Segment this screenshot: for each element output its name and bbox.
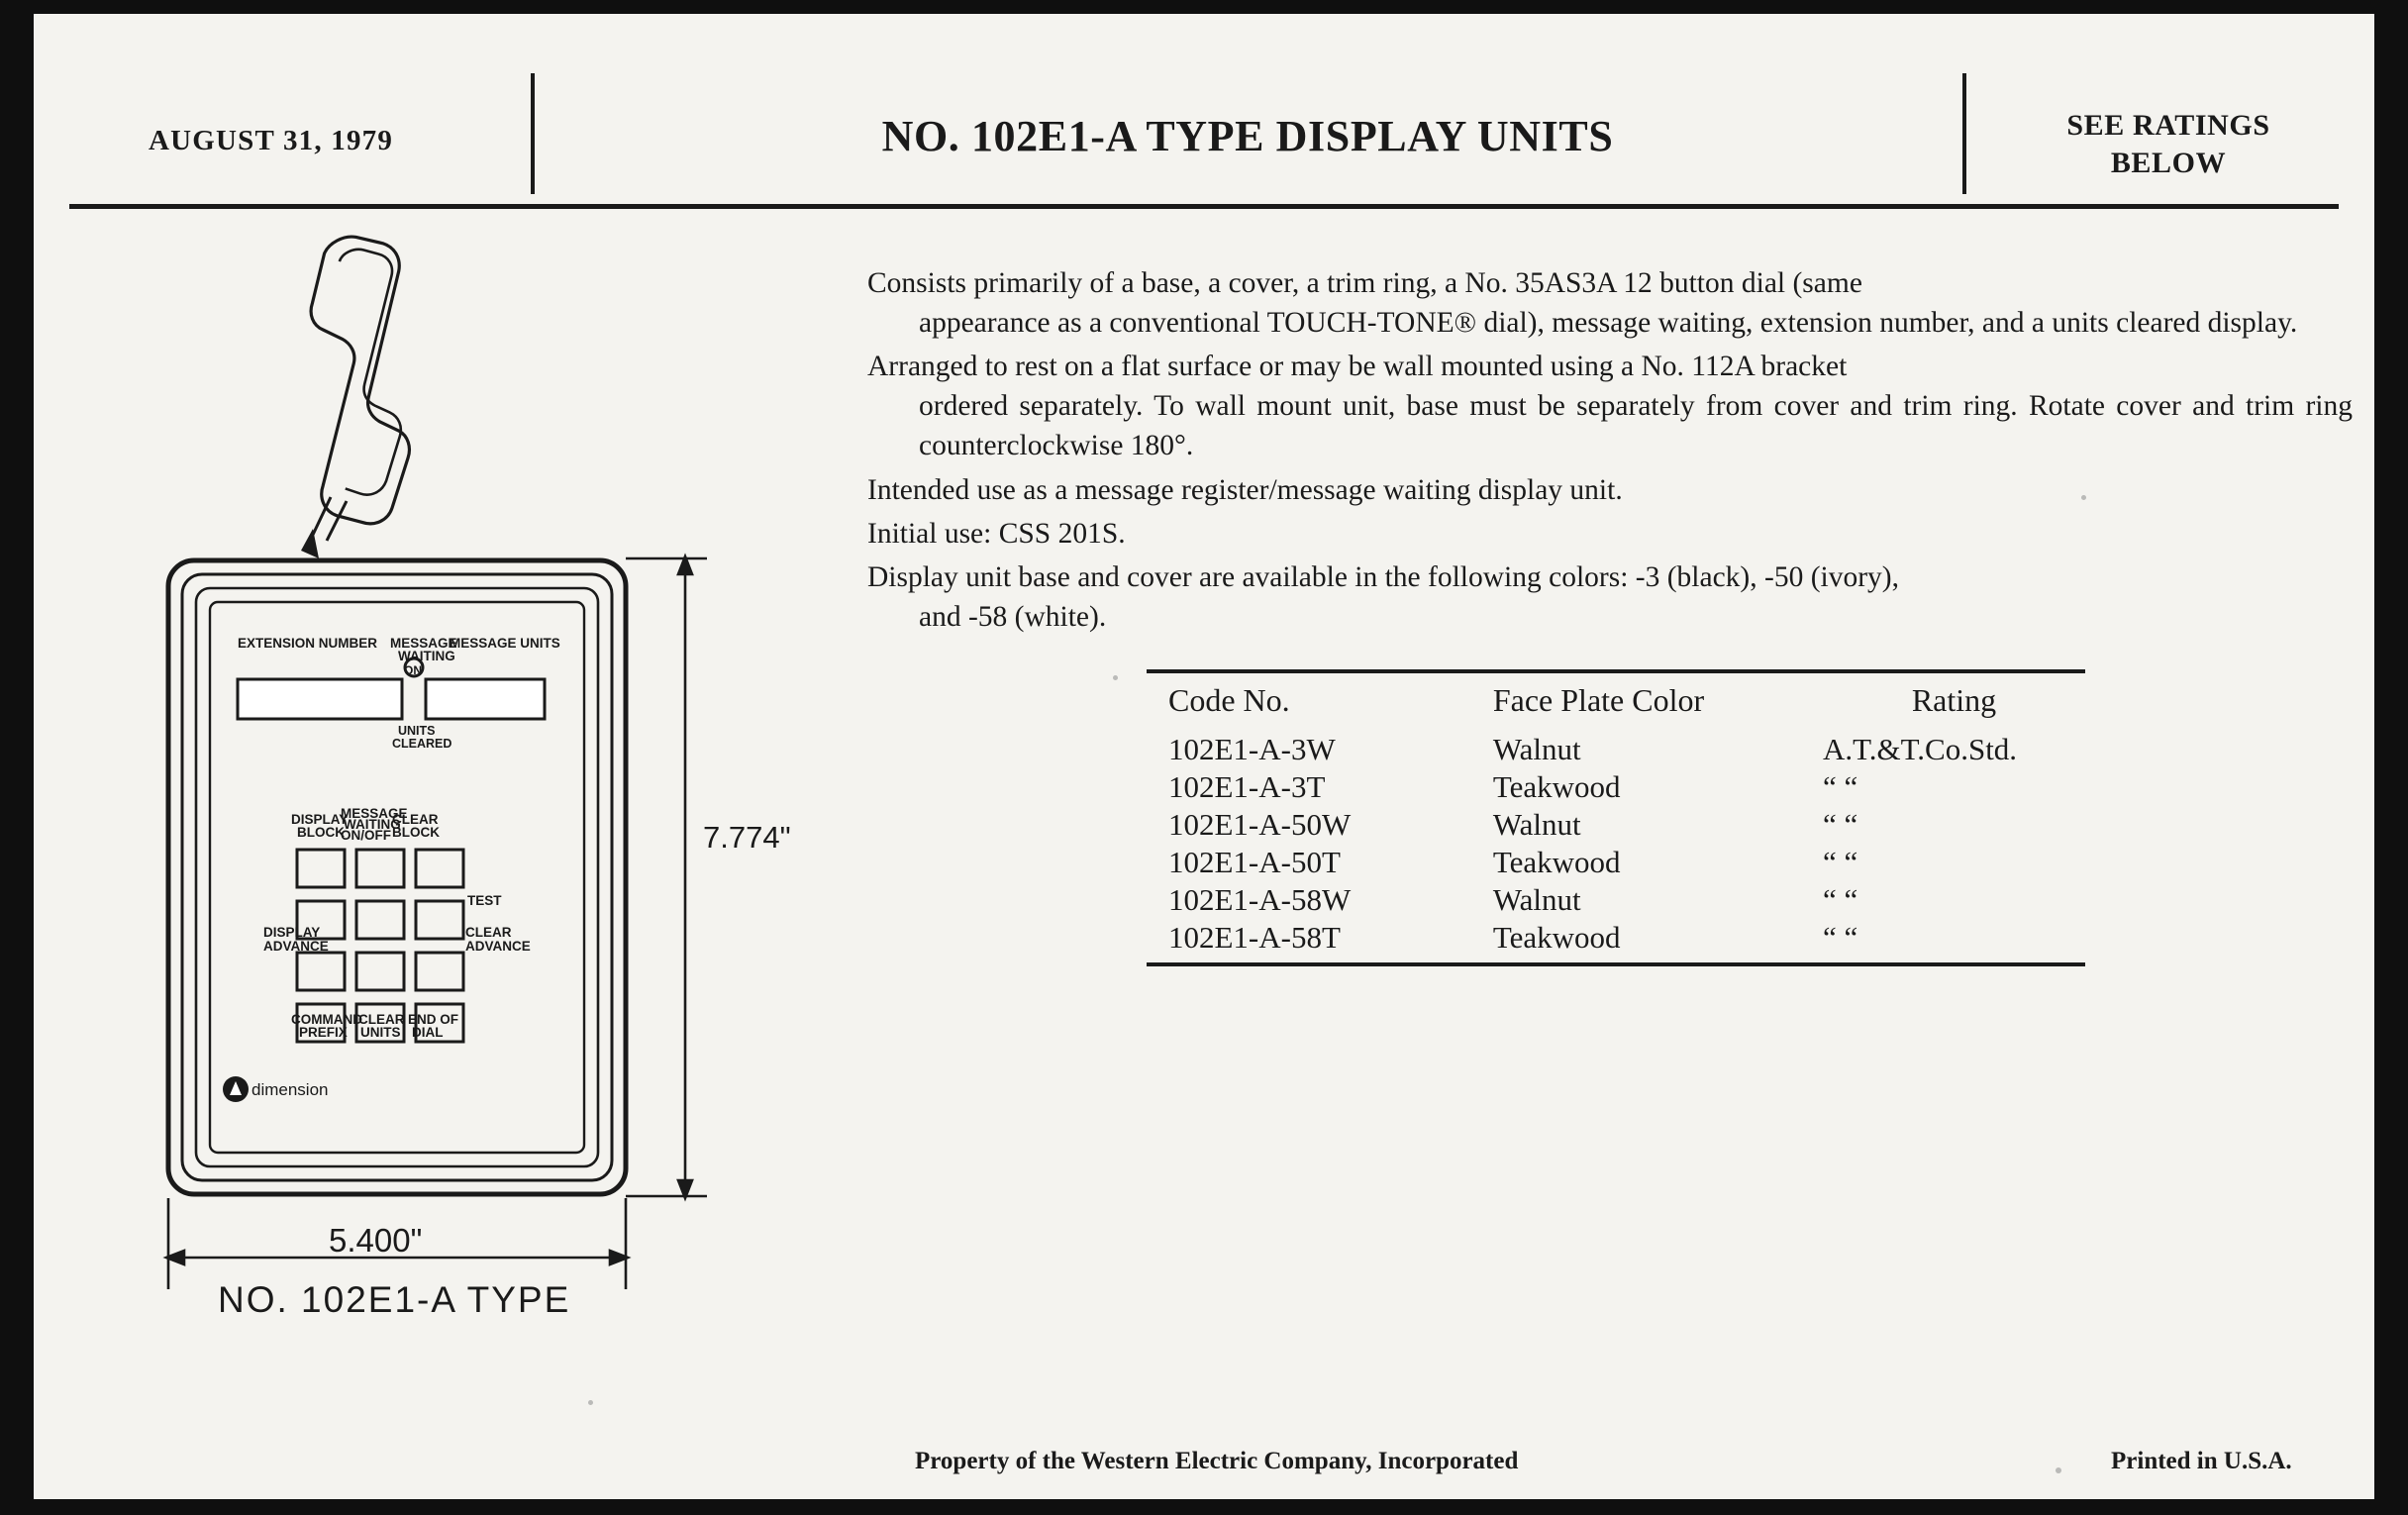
drawing-caption: NO. 102E1-A TYPE [218,1279,571,1320]
svg-text:CLEAR: CLEAR [392,812,439,827]
cell-code: 102E1-A-50T [1168,845,1341,879]
paragraph-1-lead: Consists primarily of a base, a cover, a trim ring, a No. 35AS3A 12 button dial (same [867,267,1862,299]
cell-color: Walnut [1492,732,1581,766]
column-header-rating: Rating [1911,682,1997,718]
cell-code: 102E1-A-58T [1168,920,1341,955]
cell-rating: “ “ [1823,920,1858,955]
svg-text:UNITS: UNITS [360,1025,401,1040]
dimension-height-label: 7.774" [703,820,791,855]
paragraph-5-continuation: and -58 (white). [919,600,1107,633]
paragraph-3: Intended use as a message register/message waiting display unit. [867,473,1623,506]
svg-text:END OF: END OF [408,1012,459,1027]
svg-text:WAITING: WAITING [398,649,455,663]
cell-code: 102E1-A-3T [1168,769,1326,804]
ratings-note-line-1: SEE RATINGS [2066,109,2270,142]
svg-text:EXTENSION NUMBER: EXTENSION NUMBER [238,636,378,651]
cell-color: Teakwood [1492,845,1621,879]
footer-property-notice: Property of the Western Electric Company, Incorporated [915,1448,1519,1474]
svg-text:CLEARED: CLEARED [392,737,452,751]
footer-printed-in: Printed in U.S.A. [2111,1448,2292,1474]
paragraph-2-lead: Arranged to rest on a flat surface or may be wall mounted using a No. 112A bracket [867,351,1848,383]
svg-text:COMMAND: COMMAND [291,1012,362,1027]
product-drawing [152,232,865,1400]
svg-text:DIAL: DIAL [412,1025,444,1040]
svg-text:CLEAR: CLEAR [358,1012,405,1027]
cell-rating: “ “ [1823,769,1858,804]
scan-speck [2081,495,2086,500]
table-row [1147,881,2085,919]
dimension-width-label: 5.400" [329,1222,423,1259]
svg-text:CLEAR: CLEAR [465,925,512,940]
svg-text:ON/OFF: ON/OFF [341,828,391,843]
table-bottom-rule [1147,962,2085,966]
cell-rating: “ “ [1823,807,1858,842]
header-divider-right [1962,73,1966,194]
paragraph-5 [867,557,2353,637]
cell-code: 102E1-A-3W [1168,732,1336,766]
svg-text:dimension: dimension [251,1080,329,1099]
header-date: AUGUST 31, 1979 [149,125,394,156]
scan-speck [588,1400,593,1405]
paragraph-2-continuation: ordered separately. To wall mount unit, base must be separately from cover and trim ring. Rotate cover and trim ring counterclockwise 180°. [919,390,2353,462]
table-row [1147,768,2085,806]
table-row [1147,919,2085,957]
svg-text:PREFIX: PREFIX [299,1025,348,1040]
column-header-code: Code No. [1168,682,1290,718]
paragraph-1 [867,263,2353,343]
svg-text:WAITING: WAITING [344,817,401,832]
paragraph-2 [867,347,2353,465]
table-row [1147,806,2085,844]
svg-text:MESSAGE: MESSAGE [390,636,457,651]
cell-rating: “ “ [1823,845,1858,879]
column-header-color: Face Plate Color [1492,682,1705,718]
cell-color: Teakwood [1492,920,1621,955]
cell-color: Walnut [1492,807,1581,842]
page-header [69,73,2337,197]
table-row [1147,844,2085,881]
svg-text:ADVANCE: ADVANCE [263,939,329,954]
svg-text:TEST: TEST [467,893,502,908]
svg-text:ADVANCE: ADVANCE [465,939,531,954]
paragraph-4: Initial use: CSS 201S. [867,517,1126,550]
description-text [867,263,2353,641]
svg-text:ON: ON [404,663,422,677]
paragraph-5-lead: Display unit base and cover are available in the following colors: -3 (black), -50 (ivory), [867,560,1899,593]
cell-code: 102E1-A-58W [1168,882,1352,917]
svg-text:DISPLAY: DISPLAY [291,812,349,827]
cell-code: 102E1-A-50W [1168,807,1352,842]
cell-rating: A.T.&T.Co.Std. [1823,732,2018,766]
table-header-row [1147,673,2085,731]
cell-color: Walnut [1492,882,1581,917]
scan-speck [1113,675,1118,680]
table-body [1147,731,2085,957]
cell-color: Teakwood [1492,769,1621,804]
paragraph-1-continuation: appearance as a conventional TOUCH-TONE® dial), message waiting, extension number, and a units cleared display. [919,307,2298,340]
table-row [1147,731,2085,768]
sheet-content [34,14,2374,1499]
svg-text:MESSAGE UNITS: MESSAGE UNITS [450,636,560,651]
ratings-note-line-2: BELOW [2110,147,2227,180]
page-title: NO. 102E1-A TYPE DISPLAY UNITS [881,112,1614,160]
ratings-table [1147,669,2085,966]
header-ratings-note [1970,107,2366,183]
header-rule [69,204,2339,209]
cell-rating: “ “ [1823,882,1858,917]
scan-speck [2056,1467,2061,1473]
display-unit-illustration [152,232,865,1400]
svg-text:DISPLAY: DISPLAY [263,925,321,940]
svg-text:UNITS: UNITS [398,724,436,738]
svg-text:MESSAGE: MESSAGE [341,806,408,821]
svg-text:BLOCK: BLOCK [392,825,440,840]
svg-text:BLOCK: BLOCK [297,825,345,840]
